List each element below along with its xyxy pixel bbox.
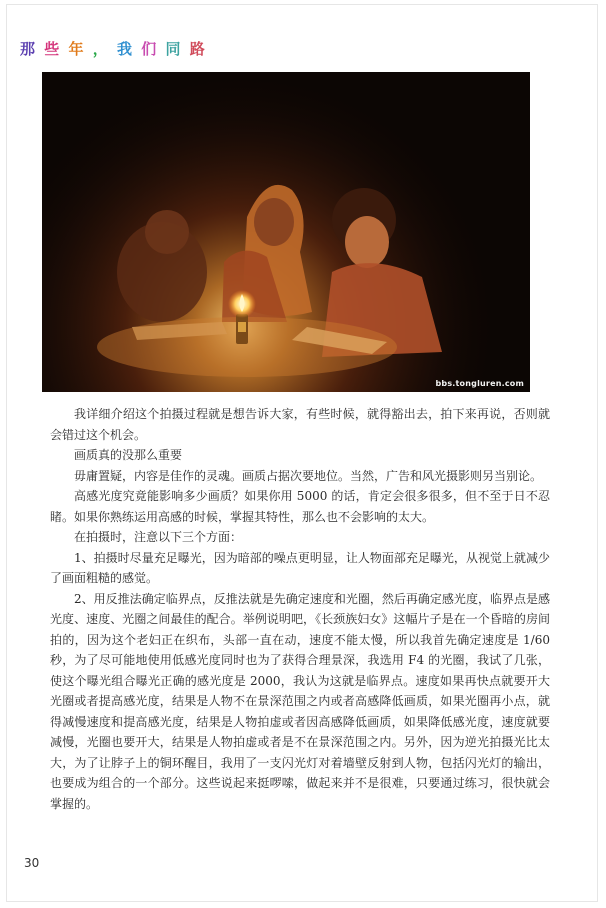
- header-char: 们: [141, 40, 159, 58]
- page-number: 30: [24, 856, 40, 870]
- paragraph: 2、用反推法确定临界点，反推法就是先确定速度和光圈，然后再确定感光度，临界点是感光度、速度、光圈之间最佳的配合。举例说明吧，《长颈族妇女》这幅片子是在一个昏暗的房间拍的，因为这个老妇正在织布，头部一直在动，速度不能太慢，所以我首先确定速度是 1/60 秒，为了尽可能地使用低感光度同时也为了获得合理景深，我选用 F4 的光圈，我试了几张，使这个曝光组合曝光正确的感光度是 2000，我认为这就是临界点。速度如果再快点就要开大光圈或者提高感光度，结果是人物不在景深范围之内或者高感降低画质，如果光圈再小点，就得减慢速度和提高感光度，结果是人物拍虚或者因高感降低画质，如果降低感光度，速度就要减慢，光圈也要开大，结果是人物拍虚或者是不在景深范围之内。另外，因为逆光拍摄光比太大，为了让脖子上的铜环醒目，我用了一支闪光灯对着墙壁反射到人物，包括闪光灯的输出，也要成为组合的一个部分。这些说起来挺啰嗦，做起来并不是很难，只要通过练习，很快就会掌握的。: [50, 591, 550, 811]
- paragraph: 画质真的没那么重要: [74, 448, 183, 462]
- paragraph: 在拍摄时，注意以下三个方面：: [74, 530, 243, 544]
- paragraph: 1、拍摄时尽量充足曝光，因为暗部的噪点更明显，让人物面部充足曝光，从视觉上就减少了画面粗糙的感觉。: [50, 550, 550, 585]
- photo-credit: bbs.tongluren.com: [435, 379, 524, 388]
- header-char: 些: [44, 40, 62, 58]
- photo-illustration: [42, 72, 530, 392]
- header-char: 我: [117, 40, 135, 58]
- header-char: 年: [68, 40, 86, 58]
- header-char: 那: [20, 40, 38, 58]
- paragraph: 我详细介绍这个拍摄过程就是想告诉大家，有些时候，就得豁出去，拍下来再说，否则就会错过这个机会。: [50, 407, 550, 442]
- header-char: 同: [165, 40, 183, 58]
- header-char: ，: [92, 40, 110, 58]
- paragraph: 高感光度究竟能影响多少画质？如果你用 5000 的话，肯定会很多很多，但不至于日不忍睹。如果你熟练运用高感的时候，掌握其特性，那么也不会影响的太大。: [50, 489, 550, 524]
- paragraph: 毋庸置疑，内容是佳作的灵魂。画质占据次要地位。当然，广告和风光摄影则另当别论。: [74, 468, 543, 483]
- running-header-title: [20, 38, 207, 59]
- body-text: [50, 404, 550, 814]
- candlelight-photo: [42, 72, 530, 392]
- header-char: 路: [189, 40, 207, 58]
